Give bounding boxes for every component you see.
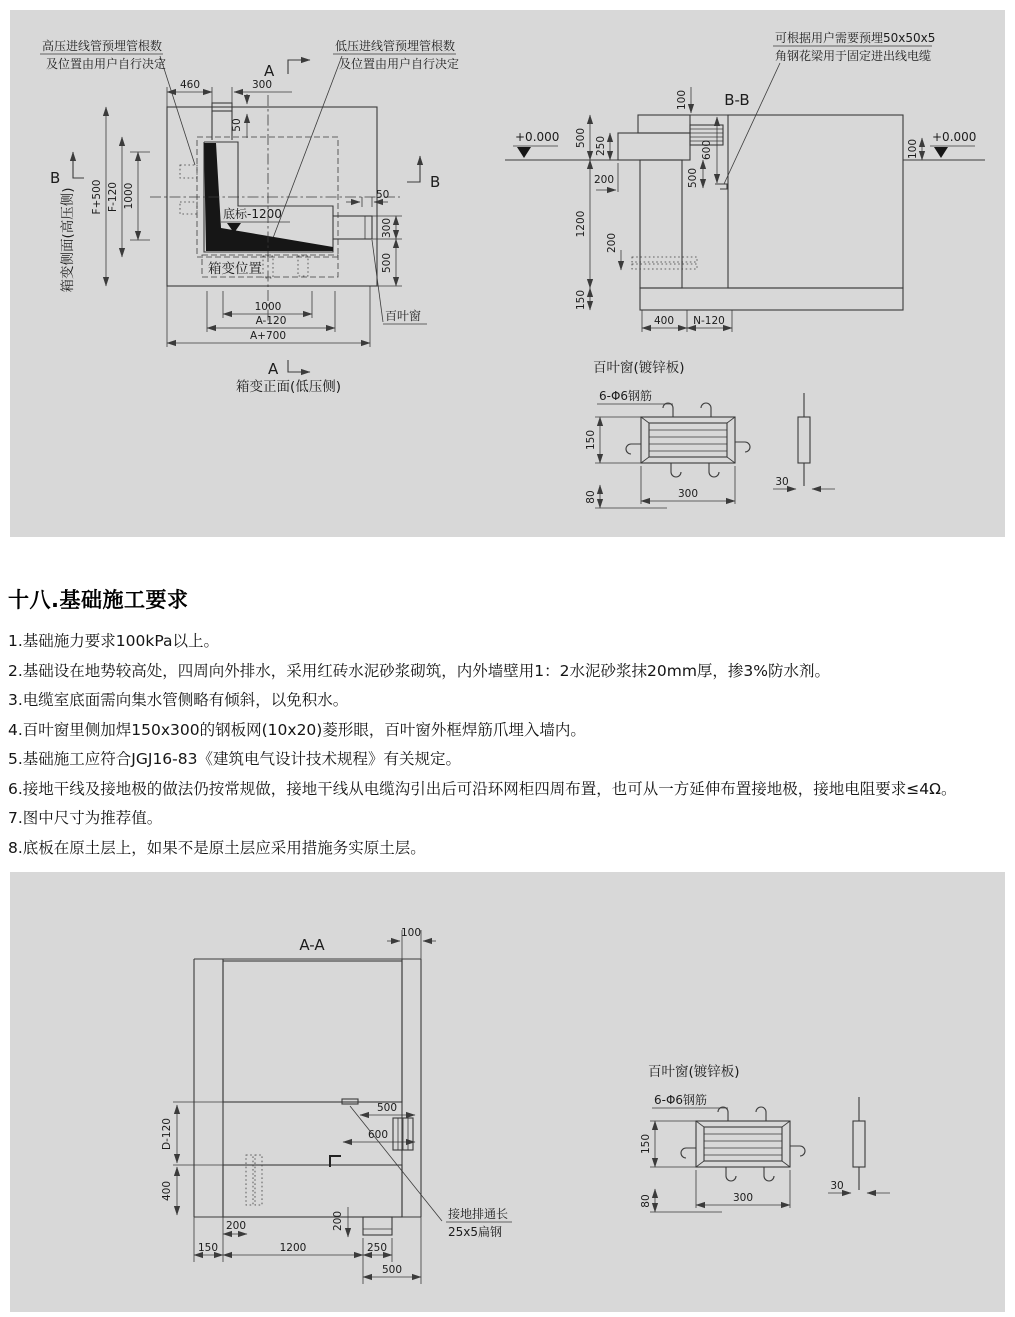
- section-bb: [505, 30, 985, 332]
- note-item-4: 4.百叶窗里侧加焊150x300的钢板网(10x20)菱形眼，百叶窗外框焊筋爪埋入墙内。: [8, 720, 586, 739]
- note-item-5: 5.基础施工应符合JGJ16-83《建筑电气设计技术规程》有关规定。: [8, 750, 461, 768]
- dim-300-right: 300: [381, 217, 393, 239]
- louver-detail-bottom: [640, 1063, 890, 1212]
- note-item-1: 1.基础施力要求100kPa以上。: [8, 632, 219, 650]
- bb-dim-500-left: 500: [575, 127, 587, 149]
- hv-conduit-note-line1: 高压进线管预埋管根数: [42, 39, 163, 53]
- bb-dim-n120: N-120: [693, 315, 725, 327]
- lv-conduit-note-line1: 低压进线管预埋管根数: [335, 39, 456, 53]
- dim-a700: A+700: [249, 330, 287, 342]
- louver-dim-150: 150: [640, 1133, 652, 1155]
- louver-dim-30: 30: [775, 476, 789, 488]
- aa-dim-d120: D-120: [161, 1118, 173, 1150]
- section-marker-a-top: A: [264, 62, 275, 80]
- grounding-note-line1: 接地排通长: [448, 1207, 509, 1221]
- hv-conduit-note-line2: 及位置由用户自行决定: [46, 57, 167, 71]
- dim-1000-bottom: 1000: [254, 301, 282, 313]
- aa-dim-150: 150: [197, 1242, 219, 1254]
- section-aa: [161, 927, 512, 1284]
- aa-title: A-A: [299, 936, 325, 954]
- box-position-label: 箱变位置: [208, 261, 262, 277]
- front-view-label: 箱变正面(低压侧): [236, 379, 342, 395]
- bb-dim-150: 150: [575, 289, 587, 311]
- bottom-drawing-panel: [10, 872, 1005, 1312]
- top-drawings-svg: [10, 10, 1005, 537]
- bb-note-line2: 角钢花梁用于固定进出线电缆: [775, 49, 932, 63]
- note-item-8: 8.底板在原土层上，如果不是原土层应采用措施务实原土层。: [8, 838, 426, 857]
- dim-f120: F-120: [107, 182, 119, 212]
- note-item-3: 3.电缆室底面需向集水管侧略有倾斜，以免积水。: [8, 691, 349, 709]
- louver-dim-300: 300: [677, 488, 699, 500]
- louver-dim-80: 80: [585, 490, 597, 504]
- note-item-6: 6.接地干线及接地极的做法仍按常规做，接地干线从电缆沟引出后可沿环网柜四周布置，也可从一方延伸布置接地极，接地电阻要求≤4Ω。: [8, 779, 957, 798]
- side-view-label: 箱变侧面(高压侧): [60, 187, 76, 293]
- notes-title: 十八.基础施工要求: [8, 588, 189, 612]
- louver-dim-30: 30: [830, 1180, 844, 1192]
- note-item-2: 2.基础设在地势较高处，四周向外排水，采用红砖水泥砂浆砌筑，内外墙壁用1：2水泥砂浆抹20mm厚，掺3%防水剂。: [8, 661, 831, 680]
- section-marker-a-bottom: A: [268, 360, 279, 378]
- louver-rebar-label: 6-Φ6钢筋: [654, 1093, 708, 1107]
- section-marker-b-left: B: [50, 169, 61, 187]
- dim-a120: A-120: [255, 315, 287, 327]
- bb-level-left: +0.000: [515, 130, 560, 144]
- dim-50-top: 50: [231, 118, 243, 132]
- lv-conduit-note-line2: 及位置由用户自行决定: [339, 57, 460, 71]
- aa-dim-250: 250: [366, 1242, 388, 1254]
- aa-dim-1200: 1200: [279, 1242, 307, 1254]
- bb-level-right: +0.000: [932, 130, 977, 144]
- louver-dim-80: 80: [640, 1194, 652, 1208]
- bb-dim-200-upper: 200: [593, 174, 615, 186]
- construction-notes: [8, 584, 1010, 863]
- dim-f500: F+500: [91, 179, 103, 215]
- floor-level-note: 底标-1200: [223, 207, 282, 221]
- aa-dim-500: 500: [376, 1102, 398, 1114]
- aa-dim-500b: 500: [381, 1264, 403, 1276]
- louver-rebar-label: 6-Φ6钢筋: [599, 389, 653, 403]
- louver-title: 百叶窗(镀锌板): [648, 1064, 740, 1080]
- grounding-note-line2: 25x5扁钢: [448, 1225, 503, 1239]
- section-marker-b-right: B: [430, 173, 441, 191]
- note-item-7: 7.图中尺寸为推荐值。: [8, 809, 163, 827]
- louver-title: 百叶窗(镀锌板): [593, 360, 685, 376]
- top-drawing-panel: [10, 10, 1005, 537]
- dim-50-right: 50: [376, 189, 390, 201]
- dim-460: 460: [179, 79, 201, 91]
- dim-500-right: 500: [381, 252, 393, 274]
- bb-dim-250: 250: [595, 135, 607, 157]
- aa-dim-200v: 200: [332, 1210, 344, 1232]
- dim-1000-left: 1000: [123, 182, 135, 210]
- bb-note-line1: 可根据用户需要预埋50x50x5: [775, 31, 936, 45]
- bb-dim-1200: 1200: [575, 210, 587, 238]
- louver-dim-150: 150: [585, 429, 597, 451]
- bb-dim-100-top: 100: [676, 89, 688, 111]
- aa-dim-600: 600: [367, 1129, 389, 1141]
- louver-dim-300: 300: [732, 1192, 754, 1204]
- aa-dim-400: 400: [161, 1180, 173, 1202]
- bb-dim-400: 400: [653, 315, 675, 327]
- louver-detail-top: [585, 359, 835, 508]
- bb-dim-500-mid: 500: [687, 167, 699, 189]
- bb-dim-200-lower: 200: [606, 232, 618, 254]
- louver-label: 百叶窗: [385, 309, 422, 323]
- bb-title: B-B: [724, 91, 750, 109]
- bb-dim-100-right: 100: [907, 138, 919, 160]
- aa-dim-100: 100: [400, 927, 422, 939]
- bottom-drawings-svg: [10, 872, 1005, 1312]
- dim-300-top: 300: [251, 79, 273, 91]
- aa-dim-200h: 200: [225, 1220, 247, 1232]
- plan-view: [40, 38, 459, 395]
- bb-dim-600: 600: [701, 139, 713, 161]
